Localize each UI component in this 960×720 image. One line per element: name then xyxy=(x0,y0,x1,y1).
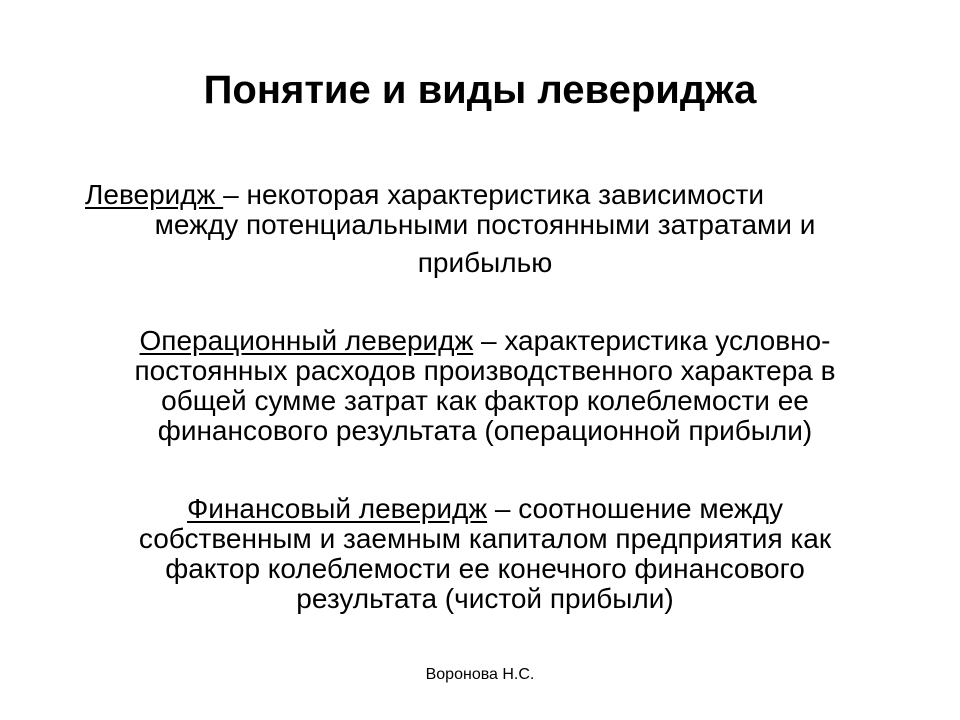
term-financial-leverage: Финансовый леверидж xyxy=(187,493,488,524)
author-footer: Воронова Н.С. xyxy=(425,666,535,683)
definition-line: постоянных расходов производственного характера в xyxy=(134,355,836,386)
definition-text: – соотношение между xyxy=(487,493,783,524)
definition-line xyxy=(60,326,910,356)
definition-line xyxy=(60,494,910,524)
slide-title: Понятие и виды левериджа xyxy=(203,68,757,112)
definition-line: результата (чистой прибыли) xyxy=(296,583,674,614)
definition-line: прибылью xyxy=(417,247,553,278)
definition-line xyxy=(85,180,885,210)
definition-line: между потенциальными постоянными затратами и xyxy=(154,209,816,240)
definition-operating-leverage xyxy=(60,326,910,446)
definition-line: финансового результата (операционной прибыли) xyxy=(157,415,813,446)
definition-financial-leverage xyxy=(60,494,910,614)
term-leverage: Леверидж xyxy=(85,179,224,210)
definition-leverage xyxy=(85,180,885,278)
definition-text: – некоторая характеристика зависимости xyxy=(223,179,765,210)
definition-line: фактор колеблемости ее конечного финансового xyxy=(165,553,805,584)
definition-line: общей сумме затрат как фактор колеблемости ее xyxy=(161,385,809,416)
definition-text: – характеристика условно- xyxy=(473,325,831,356)
term-operating-leverage: Операционный леверидж xyxy=(139,325,474,356)
definition-line: собственным и заемным капиталом предприятия как xyxy=(138,523,832,554)
